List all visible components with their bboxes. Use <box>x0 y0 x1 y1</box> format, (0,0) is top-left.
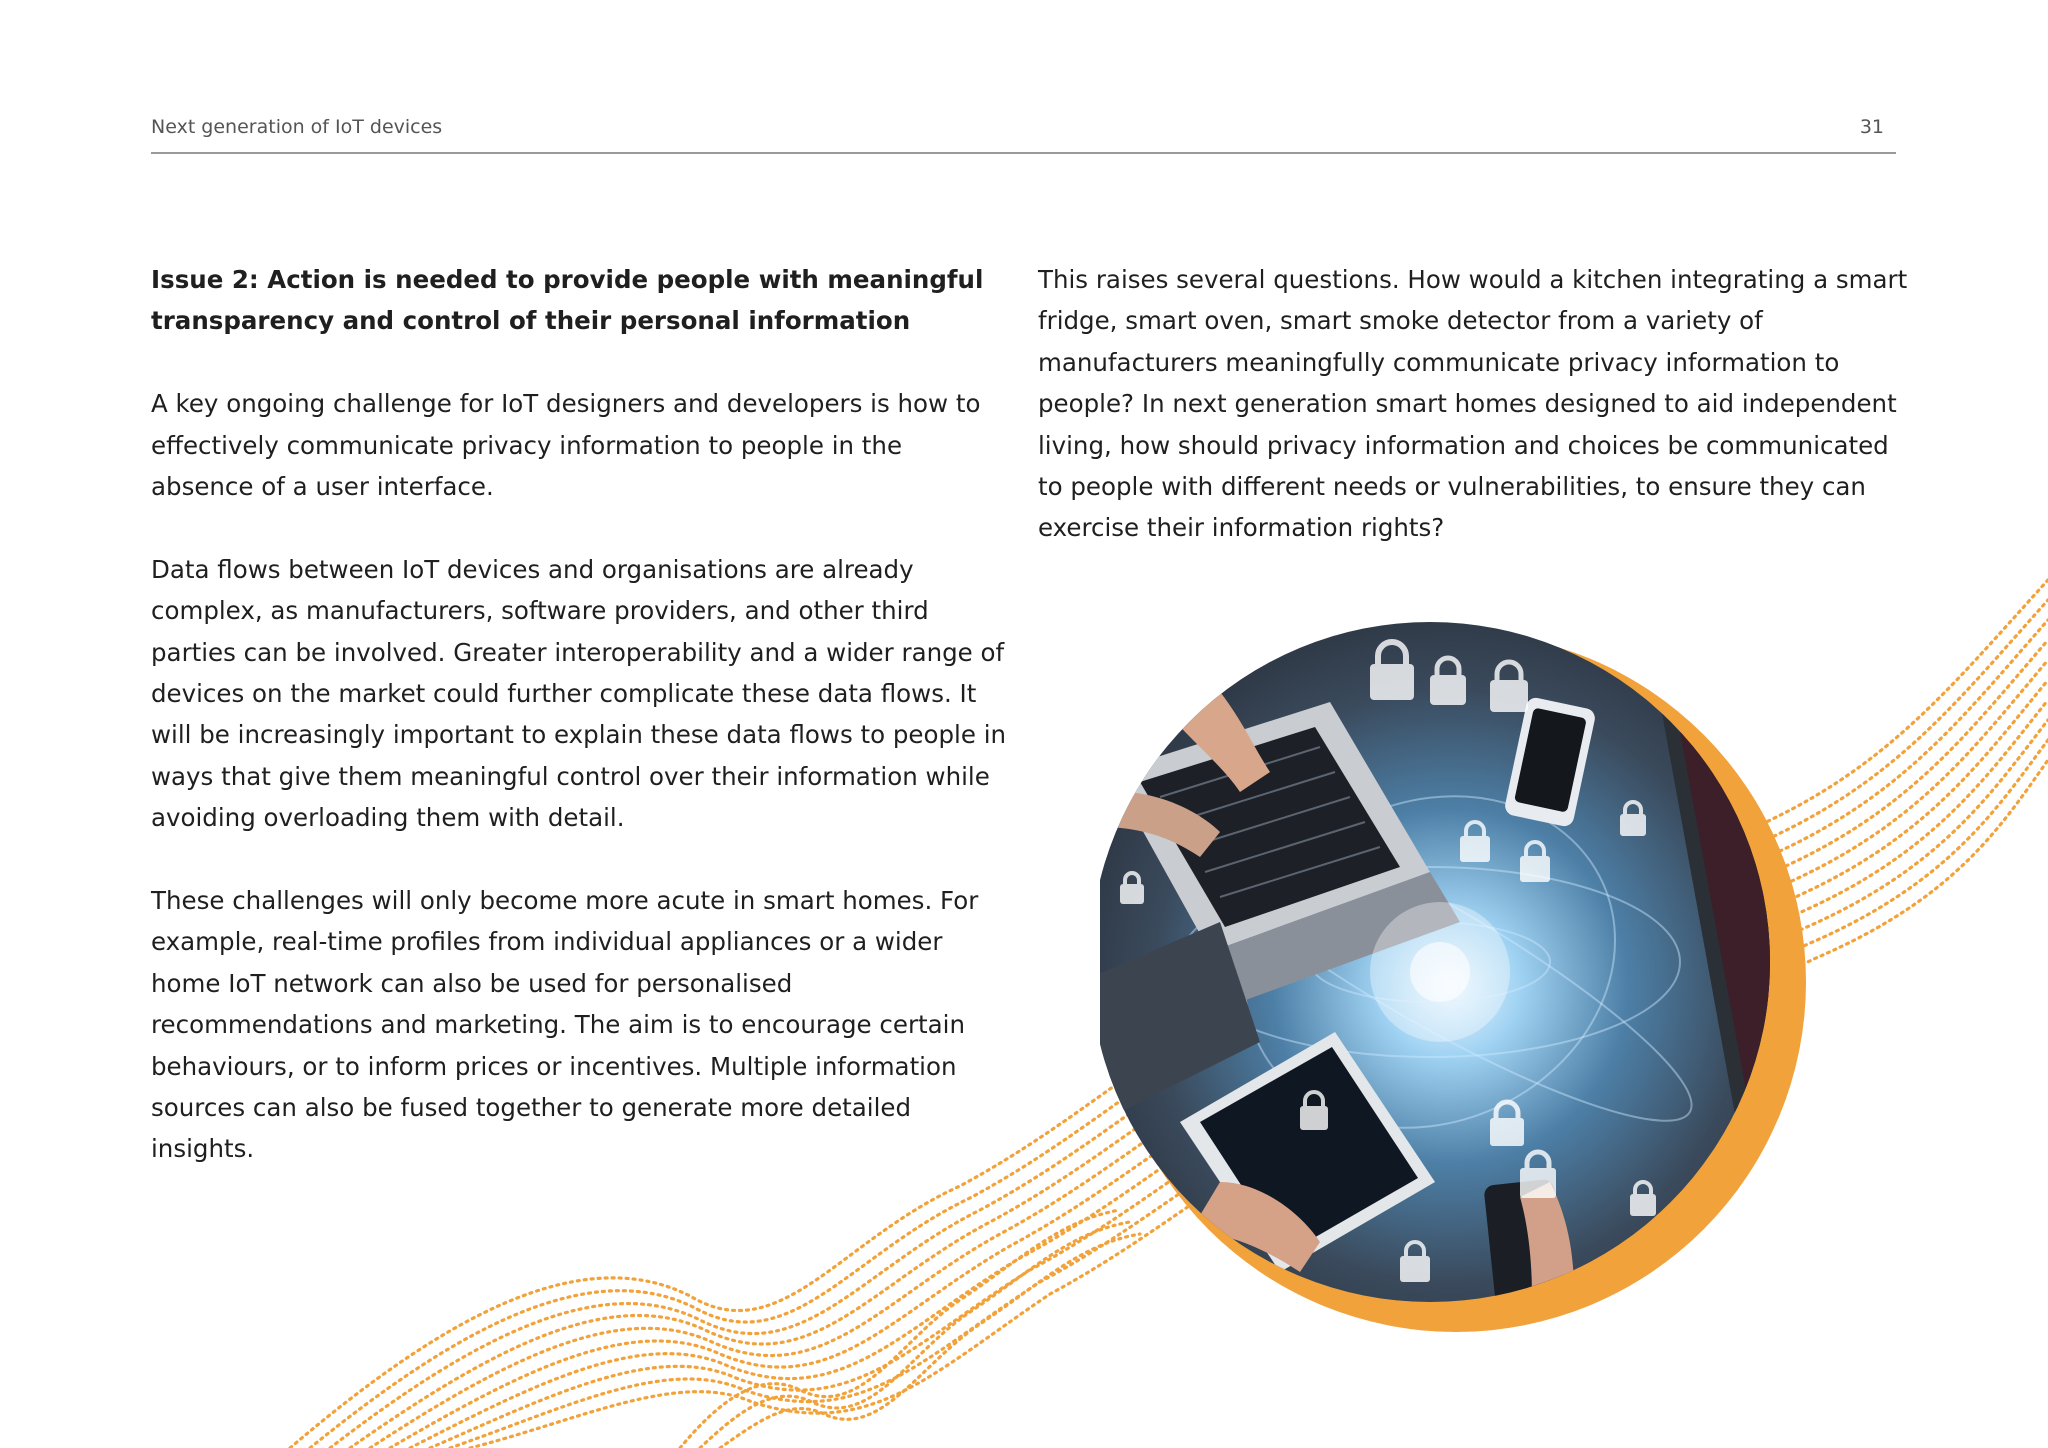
left-column <box>151 259 1011 1211</box>
paragraph: Data flows between IoT devices and organisations are already complex, as manufacturers, software providers, and other third parties can be involved. Greater interoperability and a wider range of devices on the market could further complicate these data flows. It will be increasingly important to explain these data flows to people in ways that give them meaningful control over their information while avoiding overloading them with detail. <box>151 554 1007 833</box>
document-title: Next generation of IoT devices <box>151 116 443 138</box>
paragraph: This raises several questions. How would a kitchen integrating a smart fridge, smart oven, smart smoke detector from a variety of manufacturers meaningfully communicate privacy information to people? In next generation smart homes designed to aid independent living, how should privacy information and choices be communicated to people with different needs or vulnerabilities, to ensure they can exercise their information rights? <box>1038 265 1908 543</box>
right-column <box>1038 259 1908 590</box>
paragraph: These challenges will only become more acute in smart homes. For example, real-time profiles from individual appliances or a wider home IoT network can also be used for personalised recommendations and marketing. The aim is to encourage certain behaviours, or to inform prices or incentives. Multiple information sources can also be fused together to generate more detailed insights. <box>151 886 979 1164</box>
running-header <box>151 112 1896 154</box>
illustration-graphic <box>1100 622 1820 1342</box>
paragraph: A key ongoing challenge for IoT designers and developers is how to effectively communicate privacy information to people in the absence of a user interface. <box>151 389 981 502</box>
page-number: 31 <box>1859 116 1884 138</box>
section-heading: Issue 2: Action is needed to provide people with meaningful transparency and control of their personal information <box>151 265 984 336</box>
iot-security-illustration <box>1100 622 1820 1342</box>
